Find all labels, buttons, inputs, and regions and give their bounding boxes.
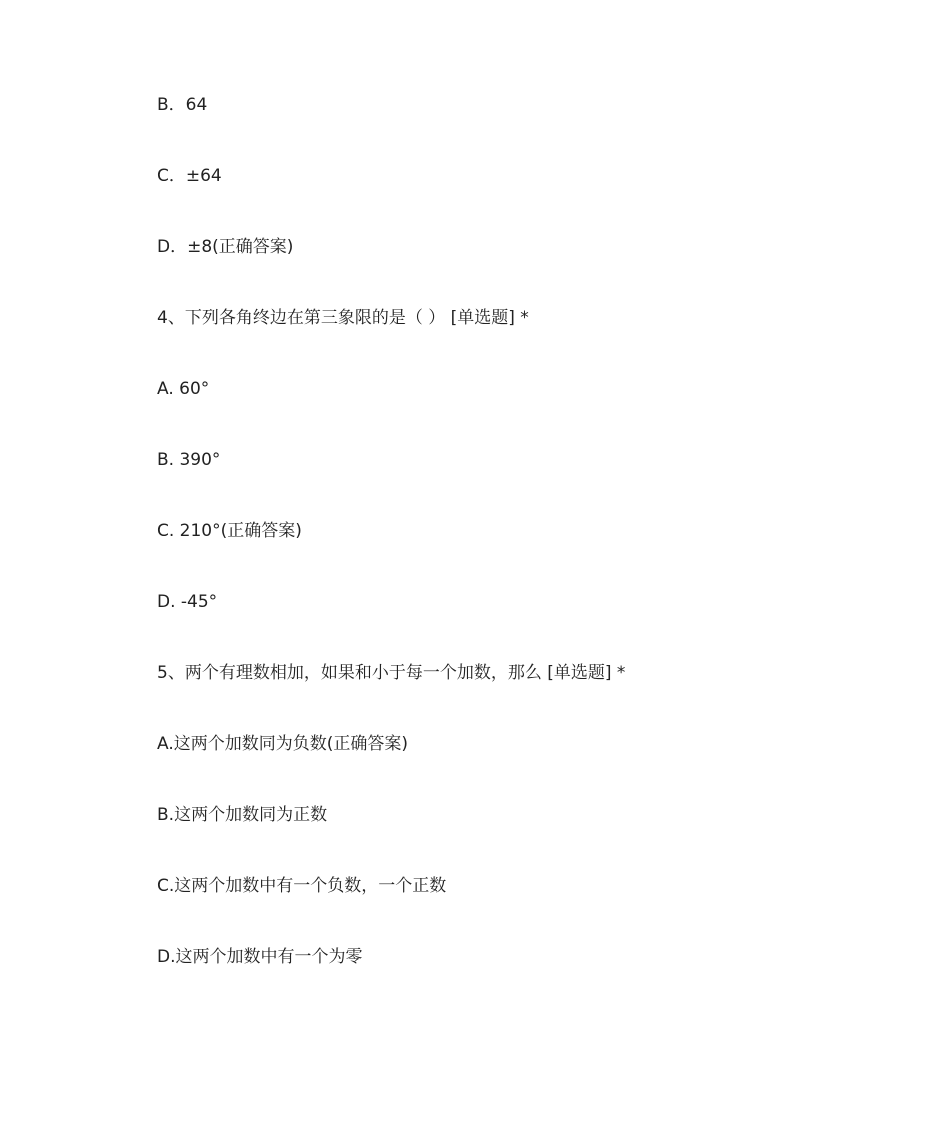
option-a-q5: A.这两个加数同为负数(正确答案) [157, 734, 408, 754]
option-d-q4: D. -45° [157, 592, 218, 612]
option-a-q4: A. 60° [157, 379, 210, 399]
question-5: 5、两个有理数相加，如果和小于每一个加数，那么 [单选题] * [157, 663, 626, 683]
option-d-q3: D．±8(正确答案) [157, 237, 294, 257]
option-b-q5: B.这两个加数同为正数 [157, 805, 328, 825]
option-c-q4: C. 210°(正确答案) [157, 521, 302, 541]
option-b-q4: B. 390° [157, 450, 221, 470]
option-c-q3: C．±64 [157, 166, 222, 186]
question-4: 4、下列各角终边在第三象限的是（ ） [单选题] * [157, 308, 529, 328]
option-b-q3: B．64 [157, 95, 208, 115]
option-d-q5: D.这两个加数中有一个为零 [157, 947, 363, 967]
option-c-q5: C.这两个加数中有一个负数，一个正数 [157, 876, 447, 896]
